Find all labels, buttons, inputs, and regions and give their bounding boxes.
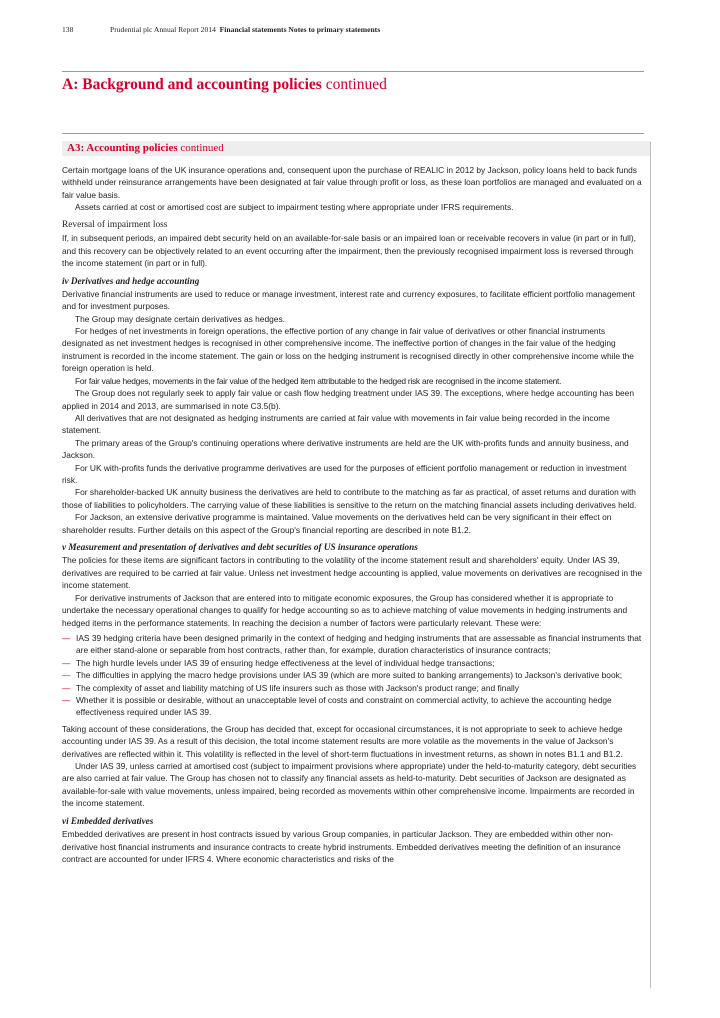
list-item: — The high hurdle levels under IAS 39 of ensuring hedge effectiveness at the level of individual hedge transactions; [62, 657, 495, 668]
paragraph: Certain mortgage loans of the UK insurance operations and, consequent upon the purchase of REALIC in 2012 by Jackson, policy loans held to back funds withheld under reinsurance arrangements have been designated at fair value through profit or loss, as these loan portfolios are managed and evaluated on a fair value basis. [62, 165, 642, 200]
body-text [62, 164, 644, 865]
page-title [62, 76, 387, 94]
paragraph: For UK with-profits funds the derivative programme derivatives are used for the purposes of efficient portfolio management or reduction in investment risk. [62, 462, 627, 485]
page-number: 138 [62, 25, 74, 34]
heading-embedded-derivatives: vi Embedded derivatives [62, 816, 154, 827]
heading-reversal-of-impairment: Reversal of impairment loss [62, 220, 168, 231]
header-divider [62, 71, 644, 72]
heading-measurement-and-presentation: v Measurement and presentation of derivatives and debt securities of US insurance operations [62, 542, 418, 553]
paragraph: Derivative financial instruments are used to reduce or manage investment, interest rate and currency exposures, to facilitate efficient portfolio management and for investment purposes. [62, 288, 635, 312]
paragraph: For shareholder-backed UK annuity business the derivatives are held to contribute to the matching as far as practical, of asset returns and duration with those of liabilities to policyholders. The carrying value of these liabilities is sensitive to the return on the matching financial assets including derivatives held. [62, 487, 637, 510]
paragraph: Under IAS 39, unless carried at amortised cost (subject to impairment provisions where appropriate) under the held-to-maturity category, debt securities are also carried at fair value. The Group has chosen not to classify any financial assets as held-to-maturity. Debt securities of Jackson are designated as available-for-sale with value movements, unless impaired, being recorded as movements within other comprehensive income. Impairments are recorded in the income statement. [62, 760, 637, 809]
subsection-title-main: A3: Accounting policies [67, 142, 178, 154]
running-header [62, 25, 380, 34]
paragraph: Embedded derivatives are present in host contracts issued by various Group companies, in particular Jackson. They are embedded within other non-derivative host financial instruments and insurance contracts to create hybrid instruments. Embedded derivatives meeting the definition of an insurance contract are accounted for under IFRS 4. Where economic characteristics and risks of the [62, 829, 621, 864]
dash-bullet: — [62, 632, 71, 643]
heading-derivatives-and-hedge-accounting: iv Derivatives and hedge accounting [62, 275, 200, 286]
paragraph: The Group may designate certain derivatives as hedges. [75, 313, 285, 324]
list-item: — The difficulties in applying the macro hedge provisions under IAS 39 (which are more suited to banking arrangements) to Jackson's derivative book; [62, 670, 623, 681]
paragraph: The primary areas of the Group's continuing operations where derivative instruments are held are the UK with-profits funds and annuity business, and Jackson. [62, 437, 629, 461]
list-item: — The complexity of asset and liability matching of US life insurers such as those with Jackson's product range; and finally [62, 682, 519, 693]
paragraph: Taking account of these considerations, the Group has decided that, except for occasional circumstances, it is not appropriate to seek to achieve hedge accounting under IAS 39. As a result of this decision, the total income statement results are more volatile as the movements in the value of Jackson's derivatives are reflected within it. This volatility is reflected in the level of short-term fluctuations in investment returns, as shown in notes B1.1 and B1.2. [62, 723, 623, 759]
dash-bullet: — [62, 657, 71, 668]
paragraph: If, in subsequent periods, an impaired debt security held on an available-for-sale basis or an impaired loan or receivable recovers in value (in part or in full), and this recovery can be objectively related to an event occurring after the impairment, then the previously recognised impairment loss is reversed through the income statement (in part or in full). [62, 233, 636, 268]
paragraph: For hedges of net investments in foreign operations, the effective portion of any change in fair value of derivatives or other financial instruments designated as net investment hedges is recognised in other comprehensive income. The ineffective portion of changes in the fair value of the hedging instrument is recorded in the income statement. The gain or loss on the hedging instrument is recognised directly in other comprehensive income while the foreign operation is held. [62, 326, 634, 374]
page-title-suffix: continued [321, 76, 387, 93]
paragraph: The Group does not regularly seek to apply fair value or cash flow hedging treatment under IAS 39. The exceptions, where hedge accounting has been applied in 2014 and 2013, are summarised in note C3.5(b). [62, 388, 634, 411]
paragraph: For fair value hedges, movements in the fair value of the hedged item attributable to the hedged risk are recognised in the income statement. [75, 375, 562, 386]
paragraph: All derivatives that are not designated as hedging instruments are carried at fair value with movements in fair value being recorded in the income statement. [62, 412, 610, 436]
section-breadcrumb: Financial statements Notes to primary statements [219, 25, 381, 34]
title-divider [62, 133, 644, 134]
paragraph: For Jackson, an extensive derivative programme is maintained. Value movements on the derivatives held can be very significant in their effect on shareholder results. Further details on this aspect of the Group's financial reporting are described in note B1.2. [62, 512, 612, 535]
panel-border-right [650, 142, 651, 988]
dash-bullet: — [62, 694, 71, 705]
paragraph: For derivative instruments of Jackson that are entered into to mitigate economic exposures, the Group has considered whether it is appropriate to undertake the necessary operational changes to qualify for hedge accounting so as to achieve matching of value movements in hedging instruments and hedged items in the performance statements. In reaching the decision a number of factors were particularly relevant. These were: [62, 592, 628, 628]
page-title-main: A: Background and accounting policies [62, 76, 322, 93]
factor-list [62, 632, 644, 719]
subsection-title [67, 141, 224, 156]
list-item: — IAS 39 hedging criteria have been designed primarily in the context of hedging and hedging instruments that are assessable as financial instruments that are either stand-alone or separable from host contracts, rather than, for example, duration characteristics of insurance contracts; [62, 632, 642, 656]
subsection-title-suffix: continued [177, 142, 224, 154]
publication-name: Prudential plc Annual Report 2014 [110, 25, 216, 34]
dash-bullet: — [62, 682, 71, 693]
dash-bullet: — [62, 670, 71, 681]
paragraph: Assets carried at cost or amortised cost are subject to impairment testing where appropriate under IFRS requirements. [75, 202, 514, 213]
list-item: — Whether it is possible or desirable, without an unacceptable level of costs and constraint on commercial activity, to achieve the accounting hedge effectiveness required under IAS 39. [62, 694, 612, 718]
paragraph: The policies for these items are significant factors in contributing to the volatility of the income statement result and shareholders' equity. Under IAS 39, derivatives are required to be carried at fair value. Unless net investment hedge accounting is applied, value movements on derivatives are recognised in the income statement. [62, 555, 643, 591]
